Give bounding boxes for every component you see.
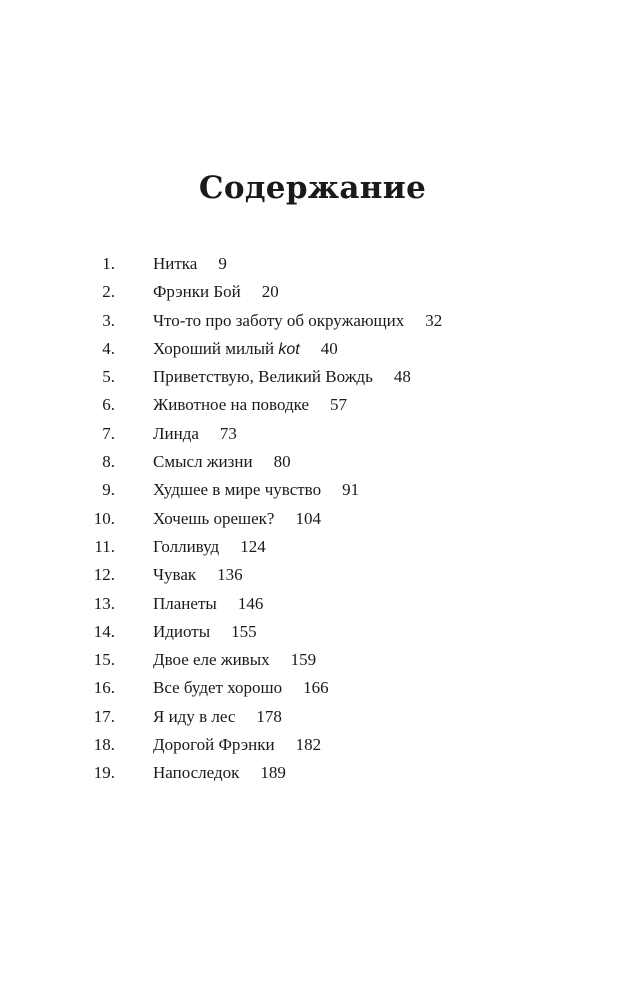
toc-entry-title-italic: kot (278, 340, 300, 358)
toc-entry-page: 178 (256, 706, 282, 726)
toc-entry (0, 537, 625, 565)
toc-entry-number: 2. (102, 282, 115, 302)
toc-entry-title: Дорогой Фрэнки (153, 735, 275, 755)
toc-entry-page: 159 (290, 650, 317, 670)
toc-entry-title (153, 339, 300, 359)
toc-entry-number: 18. (93, 735, 115, 755)
toc-entry-page: 9 (218, 254, 227, 273)
toc-entry (0, 735, 625, 763)
toc-entry-page: 20 (261, 282, 279, 302)
toc-entry-number: 4. (102, 338, 115, 358)
toc-entry (0, 395, 625, 423)
toc-entry-page: 48 (393, 367, 411, 387)
toc-entry-number: 15. (93, 650, 115, 670)
toc-entry-title: Линда (153, 423, 199, 443)
toc-entry (0, 594, 625, 622)
toc-entry (0, 339, 625, 367)
toc-entry-page: 57 (330, 395, 347, 415)
toc-entry-number: 14. (93, 621, 115, 641)
toc-entry-title: Животное на поводке (153, 395, 309, 415)
toc-entry-page: 136 (217, 565, 243, 585)
toc-entry-number: 3. (102, 310, 115, 330)
toc-entry-number: 12. (93, 565, 115, 585)
toc-entry-number: 6. (102, 395, 115, 415)
toc-entry-page: 40 (320, 338, 338, 358)
toc-entry-number: 8. (102, 452, 115, 472)
toc-entry (0, 650, 625, 678)
toc-entry-title: Двое еле живых (153, 650, 270, 670)
toc-entry-page: 73 (219, 423, 237, 443)
toc-entry (0, 763, 625, 791)
toc-entry (0, 254, 625, 282)
toc-entry (0, 509, 625, 537)
toc-entry-number: 1. (102, 254, 115, 273)
toc-entry-page: 32 (425, 310, 443, 330)
toc-entry-title: Фрэнки Бой (153, 282, 241, 302)
toc-entry-number: 5. (102, 367, 115, 387)
toc-entry-title: Я иду в лес (153, 706, 236, 726)
toc-entry-page: 182 (295, 735, 322, 755)
toc-entry-page: 155 (231, 621, 257, 641)
toc-entry-title: Что-то про заботу об окружающих (153, 310, 405, 330)
toc-entry-title: Приветствую, Великий Вождь (153, 367, 373, 387)
toc-entry (0, 678, 625, 706)
toc-entry-title: Смысл жизни (153, 452, 253, 472)
toc-entry-title: Идиоты (153, 621, 211, 641)
toc-entry-number: 10. (93, 508, 115, 528)
toc-entry-page: 166 (303, 678, 329, 698)
toc-entry-number: 17. (93, 706, 115, 726)
toc-entry-page: 124 (240, 536, 266, 556)
toc-entry-title: Чувак (153, 565, 197, 585)
toc-entry-title: Хочешь орешек? (153, 508, 275, 528)
toc-entry-page: 104 (295, 508, 321, 528)
toc-entry (0, 452, 625, 480)
toc-entry-title: Напоследок (153, 763, 240, 783)
toc-entry-page: 91 (342, 480, 360, 500)
toc-entry-title: Планеты (153, 593, 217, 613)
toc-entry (0, 282, 625, 310)
toc-entry-title: Нитка (153, 254, 198, 273)
toc-entry-number: 11. (94, 536, 115, 556)
toc-entry-number: 16. (93, 678, 115, 698)
toc-entry (0, 622, 625, 650)
toc-entry (0, 367, 625, 395)
toc-entry-title: Худшее в мире чувство (153, 480, 322, 500)
toc-entry-number: 13. (93, 593, 115, 613)
toc-entry (0, 424, 625, 452)
toc-entry-number: 9. (102, 480, 115, 500)
toc-entry-page: 146 (237, 593, 264, 613)
toc-entry-title: Все будет хорошо (153, 678, 283, 698)
page-title: Содержание (198, 170, 427, 206)
toc-entry-title: Голливуд (153, 536, 220, 556)
toc-entry-page: 189 (260, 763, 286, 783)
toc-entry (0, 311, 625, 339)
table-of-contents (0, 254, 625, 792)
toc-entry (0, 707, 625, 735)
toc-entry (0, 480, 625, 508)
toc-entry-title-text: Хороший милый (153, 338, 279, 358)
toc-entry (0, 565, 625, 593)
toc-entry-page: 80 (273, 452, 291, 472)
toc-entry-number: 7. (102, 423, 115, 443)
toc-entry-number: 19. (93, 763, 115, 783)
